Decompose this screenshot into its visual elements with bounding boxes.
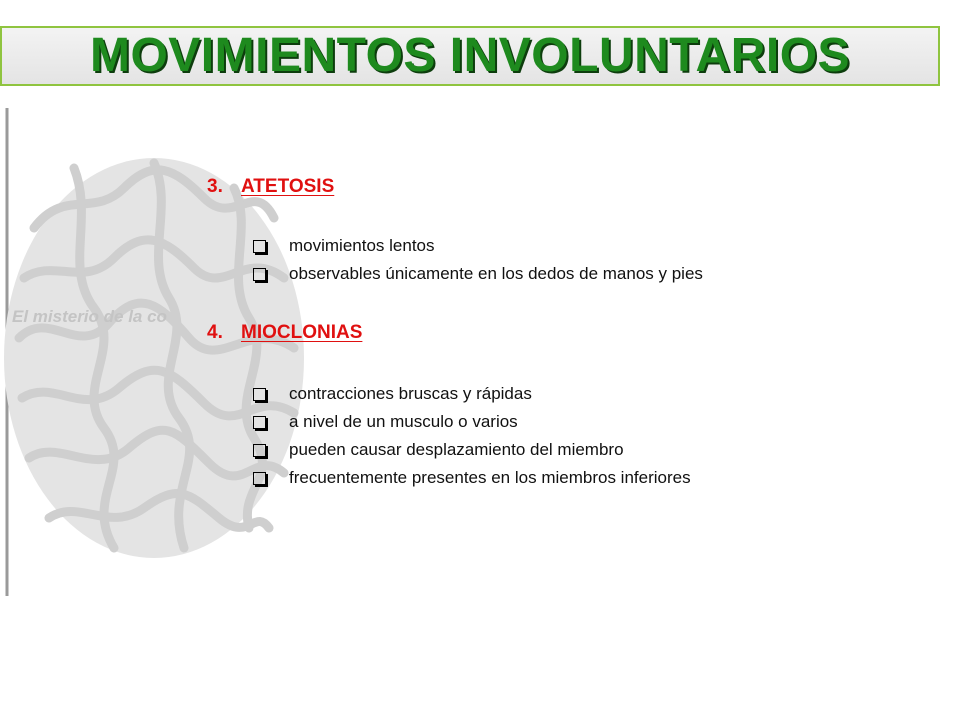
section-number: 3. — [207, 176, 223, 197]
background-text: El misterio de la co — [12, 307, 167, 326]
list-item — [253, 468, 691, 488]
list-item — [253, 412, 518, 432]
list-item-text: pueden causar desplazamiento del miembro — [289, 440, 624, 459]
checkbox-square-icon — [253, 268, 266, 281]
list-item — [253, 384, 532, 404]
section-label: ATETOSIS — [241, 176, 335, 197]
list-item — [253, 264, 703, 284]
checkbox-square-icon — [253, 472, 266, 485]
section-label: MIOCLONIAS — [241, 322, 363, 343]
section-heading-mioclonias — [207, 322, 362, 344]
checkbox-square-icon — [253, 388, 266, 401]
checkbox-square-icon — [253, 416, 266, 429]
list-item-text: contracciones bruscas y rápidas — [289, 384, 532, 403]
list-item-text: observables únicamente en los dedos de manos y pies — [289, 264, 703, 283]
slide-title: MOVIMIENTOS INVOLUNTARIOS — [89, 29, 851, 82]
list-item-text: a nivel de un musculo o varios — [289, 412, 518, 431]
list-item — [253, 236, 435, 256]
list-item — [253, 440, 624, 460]
list-item-text: movimientos lentos — [289, 236, 435, 255]
list-item-text: frecuentemente presentes en los miembros inferiores — [289, 468, 691, 487]
section-number: 4. — [207, 322, 223, 343]
checkbox-square-icon — [253, 444, 266, 457]
checkbox-square-icon — [253, 240, 266, 253]
section-heading-atetosis — [207, 176, 334, 198]
